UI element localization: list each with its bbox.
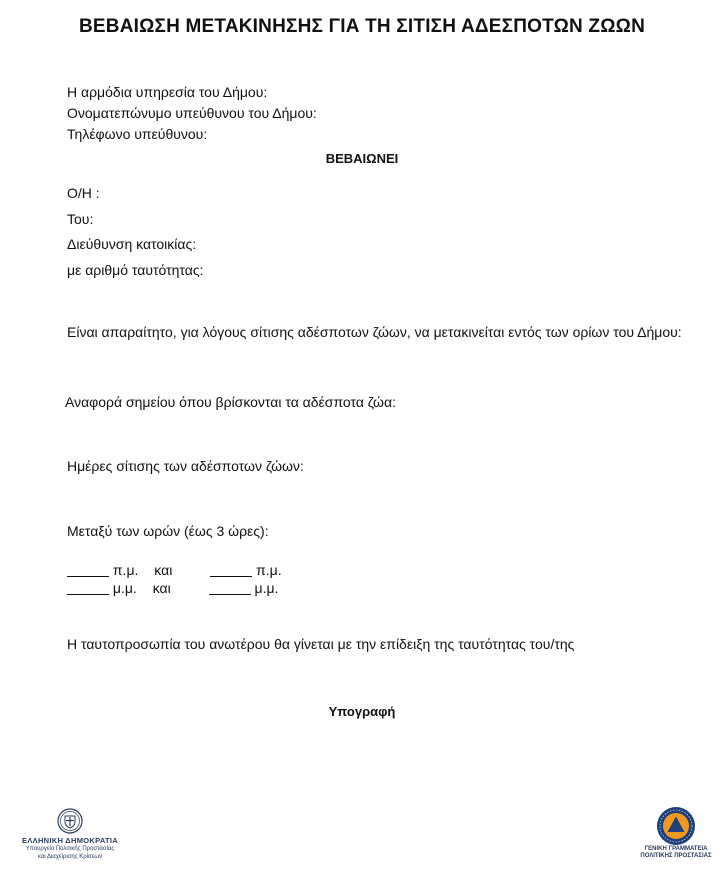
movement-statement: Είναι απαραίτητο, για λόγους σίτισης αδέσποτων ζώων, να μετακινείται εντός των ορίων του Δήμου: bbox=[67, 324, 682, 340]
signature-label: Υπογραφή bbox=[328, 704, 396, 719]
time-blank bbox=[67, 563, 109, 577]
civil-protection-seal-icon bbox=[656, 806, 696, 846]
time-row-am bbox=[67, 562, 282, 578]
identity-note: Η ταυτοπροσωπία του ανωτέρου θα γίνεται με την επίδειξη της ταυτότητας του/της bbox=[67, 636, 575, 652]
time-unit: μ.μ. bbox=[112, 580, 137, 596]
greek-emblem-icon bbox=[57, 808, 83, 834]
field-municipal-service: Η αρμόδια υπηρεσία του Δήμου: bbox=[67, 84, 268, 100]
certifies-heading: ΒΕΒΑΙΩΝΕΙ bbox=[325, 151, 399, 166]
gspp-line-2: ΠΟΛΙΤΙΚΗΣ ΠΡΟΣΤΑΣΙΑΣ bbox=[640, 853, 712, 859]
time-unit: π.μ. bbox=[112, 562, 139, 578]
field-address: Διεύθυνση κατοικίας: bbox=[67, 236, 197, 252]
field-responsible-name: Ονοματεπώνυμο υπεύθυνου του Δήμου: bbox=[67, 105, 317, 121]
time-connector: και bbox=[154, 562, 173, 578]
field-parent: Του: bbox=[67, 211, 94, 227]
field-person: Ο/Η : bbox=[67, 185, 100, 201]
hours-label: Μεταξύ των ωρών (έως 3 ώρες): bbox=[67, 523, 269, 539]
civil-protection-logo bbox=[634, 806, 718, 860]
feeding-days-label: Ημέρες σίτισης των αδέσποτων ζώων: bbox=[67, 458, 304, 474]
location-label: Αναφορά σημείου όπου βρίσκονται τα αδέσποτα ζώα: bbox=[65, 394, 396, 410]
time-blank bbox=[209, 581, 251, 595]
time-unit: μ.μ. bbox=[254, 580, 279, 596]
time-row-pm bbox=[67, 580, 278, 596]
gspp-line-1: ΓΕΝΙΚΗ ΓΡΑΜΜΑΤΕΙΑ bbox=[644, 846, 708, 852]
field-id-number: με αριθμό ταυτότητας: bbox=[67, 262, 204, 278]
ministry-line-1: Υπουργείο Πολιτικής Προστασίας bbox=[25, 846, 115, 852]
time-blank bbox=[210, 563, 252, 577]
document-title: ΒΕΒΑΙΩΣΗ ΜΕΤΑΚΙΝΗΣΗΣ ΓΙΑ ΤΗ ΣΙΤΙΣΗ ΑΔΕΣΠΟΤΩΝ ΖΩΩΝ bbox=[78, 16, 646, 37]
field-responsible-phone: Τηλέφωνο υπεύθυνου: bbox=[67, 126, 208, 142]
hellenic-republic-logo bbox=[6, 808, 134, 861]
ministry-line-2: και Διαχείρισης Κρίσεων bbox=[37, 854, 103, 860]
hellenic-republic-name: ΕΛΛΗΝΙΚΗ ΔΗΜΟΚΡΑΤΙΑ bbox=[22, 836, 118, 845]
time-blank bbox=[67, 581, 109, 595]
time-connector: και bbox=[152, 580, 171, 596]
time-unit: π.μ. bbox=[256, 562, 282, 578]
